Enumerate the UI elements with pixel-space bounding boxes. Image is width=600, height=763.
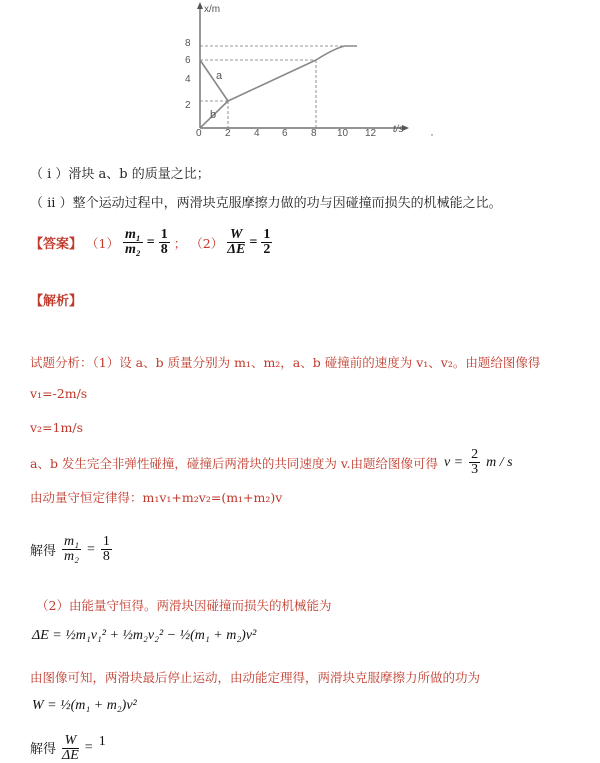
y-axis-arrow	[197, 2, 203, 9]
x-tick-6: 6	[282, 128, 288, 139]
y-tick-6: 6	[185, 55, 191, 66]
x-tick-8: 8	[311, 128, 317, 139]
answer-part2-prefix: （2）	[190, 235, 224, 251]
y-tick-4: 4	[185, 74, 191, 85]
x-tick-10: 10	[337, 128, 349, 139]
answer-part1-prefix: （1）	[86, 235, 119, 251]
dot-mark: ·	[430, 127, 434, 140]
x-tick-2: 2	[225, 128, 231, 139]
line-a	[200, 60, 228, 101]
analysis-solve2: 解得 $\frac{W}{\Delta E}$ = 1	[30, 733, 106, 763]
analysis-v1: v₁=-2m/s	[30, 386, 88, 401]
line-common	[228, 60, 316, 101]
y-axis-label: x/m	[204, 4, 221, 15]
analysis-part2: （2）由能量守恒得。两滑块因碰撞而损失的机械能为	[36, 598, 332, 613]
analysis-energy: 由图像可知，两滑块最后停止运动，由动能定理得，两滑块克服摩擦力所做的功为	[30, 670, 481, 685]
x-tick-4: 4	[254, 128, 260, 139]
position-time-graph	[175, 0, 435, 140]
answer-frac1: $\frac{\text{m₁}}{\text{m₂}}$	[124, 227, 141, 257]
question-1: （ i ）滑块 a、b 的质量之比；	[30, 167, 210, 182]
y-tick-8: 8	[185, 38, 191, 49]
answer-line: 【答案】 （1） $\frac{\text{m₁}}{\text{m₂}}$ = $\frac{1}{8}$ ； （2） $\frac{W}{\Delta E}$ = $\frac{1}{2}$	[30, 227, 271, 257]
answer-frac2: $\frac{W}{\Delta E}$	[227, 227, 246, 257]
answer-val1: $\frac{1}{8}$	[160, 227, 168, 257]
y-tick-2: 2	[185, 100, 191, 111]
analysis-v2: v₂=1m/s	[30, 420, 83, 435]
answer-label: 【答案】	[30, 237, 83, 252]
analysis-W: W = ½(m₁ + m₂)v²	[32, 698, 137, 713]
label-a: a	[216, 70, 223, 82]
x-axis-label: t/s	[393, 124, 404, 135]
analysis-solve1: 解得 $\frac{\text{m₁}}{\text{m₂}}$ = $\frac{1}{8}$	[30, 534, 110, 564]
label-b: b	[210, 109, 217, 121]
question-2: （ ii ）整个运动过程中，两滑块克服摩擦力做的功与因碰撞而损失的机械能之比。	[30, 196, 502, 211]
analysis-deltaE: ΔE = ½m₁v₁² + ½m₂v₂² − ½(m₁ + m₂)v²	[32, 628, 257, 643]
analysis-line1: 试题分析：（1）设 a、b 质量分别为 m₁、m₂，a、b 碰撞前的速度为 v₁、v₂。由题给图像得	[30, 355, 541, 370]
analysis-momentum: 由动量守恒定律得：m₁v₁+m₂v₂=(m₁+m₂)v	[30, 490, 283, 505]
analysis-label: 【解析】	[30, 294, 83, 309]
x-tick-12: 12	[365, 128, 377, 139]
analysis-line4: a、b 发生完全非弹性碰撞，碰撞后两滑块的共同速度为 v.由题给图像可得 v = $\frac{2}{3}$ m / s	[30, 447, 513, 477]
line-final	[316, 46, 357, 60]
x-tick-0: 0	[196, 128, 202, 139]
answer-val2: $\frac{1}{2}$	[263, 227, 271, 257]
